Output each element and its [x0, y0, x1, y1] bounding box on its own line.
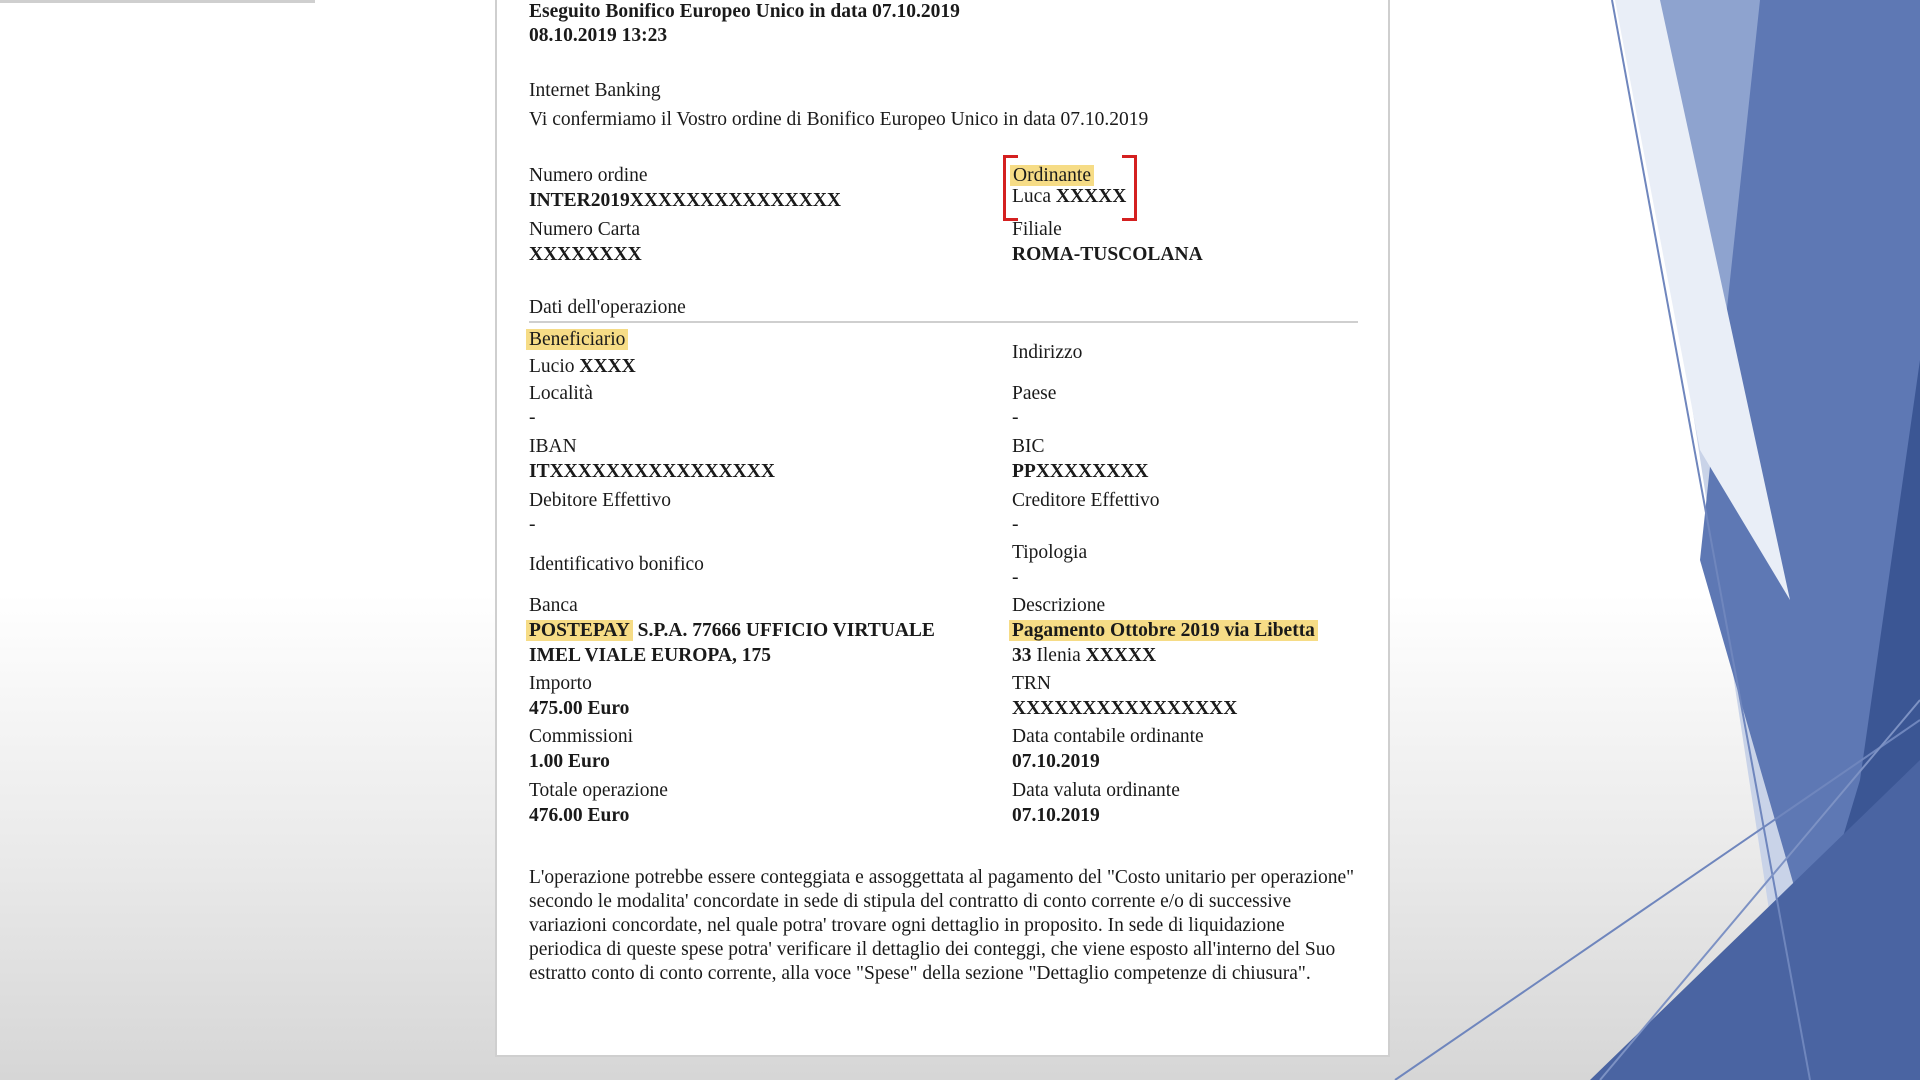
- filiale-label: Filiale: [1012, 219, 1062, 240]
- banca-address: IMEL VIALE EUROPA, 175: [529, 645, 771, 666]
- trn-label: TRN: [1012, 673, 1051, 694]
- beneficiario-value: [529, 355, 636, 379]
- totale-value: 476.00 Euro: [529, 805, 630, 826]
- data-contabile-label: Data contabile ordinante: [1012, 726, 1204, 747]
- bic-label: BIC: [1012, 436, 1045, 457]
- beneficiario-first-name: Lucio: [529, 356, 575, 377]
- filiale-value: ROMA-TUSCOLANA: [1012, 244, 1203, 265]
- beneficiario-highlight: Beneficiario: [526, 329, 628, 350]
- creditore-label: Creditore Effettivo: [1012, 490, 1160, 511]
- section-divider: [529, 321, 1358, 323]
- debitore-label: Debitore Effettivo: [529, 490, 672, 511]
- data-contabile-value: 07.10.2019: [1012, 751, 1100, 772]
- descrizione-last-name: XXXXX: [1085, 645, 1157, 666]
- descrizione-number: 33: [1012, 645, 1032, 666]
- channel-label: Internet Banking: [529, 80, 661, 101]
- paese-label: Paese: [1012, 383, 1057, 404]
- numero-ordine-value: INTER2019XXXXXXXXXXXXXXX: [529, 190, 841, 211]
- confirmation-text: Vi confermiamo il Vostro ordine di Bonifico Europeo Unico in data 07.10.2019: [529, 109, 1149, 130]
- ordinante-first-name: Luca: [1012, 186, 1051, 207]
- indirizzo-label: Indirizzo: [1012, 342, 1083, 363]
- bracket-corner: [1006, 155, 1018, 158]
- banca-value: [526, 619, 935, 643]
- descrizione-first-name: Ilenia: [1036, 645, 1081, 666]
- commissioni-label: Commissioni: [529, 726, 634, 747]
- importo-label: Importo: [529, 673, 592, 694]
- beneficiario-last-name: XXXX: [579, 356, 636, 377]
- iban-label: IBAN: [529, 436, 577, 457]
- bracket-corner: [1122, 218, 1134, 221]
- descrizione-label: Descrizione: [1012, 595, 1106, 616]
- iban-value: ITXXXXXXXXXXXXXXXX: [529, 461, 775, 482]
- descrizione-value: [1009, 619, 1318, 643]
- debitore-value: -: [529, 514, 536, 535]
- commissioni-value: 1.00 Euro: [529, 751, 610, 772]
- paese-value: -: [1012, 407, 1019, 428]
- localita-label: Località: [529, 383, 593, 404]
- numero-ordine-label: Numero ordine: [529, 165, 648, 186]
- data-valuta-label: Data valuta ordinante: [1012, 780, 1180, 801]
- descrizione-highlight: Pagamento Ottobre 2019 via Libetta: [1009, 620, 1318, 641]
- descrizione-line2: [1012, 644, 1156, 668]
- numero-carta-value: XXXXXXXX: [529, 244, 642, 265]
- fee-note: L'operazione potrebbe essere conteggiata e assoggettata al pagamento del "Costo unitario per operazione" secondo le modalita' concordate in sede di stipula del contratto di conto corrente e/o di successive variazioni concordate, nel quale potra' trovare ogni dettaglio in proposito. In sede di liquidazione periodica di queste spese potra' verificare il dettaglio dei conteggi, che viene esposto all'interno del Suo estratto conto di conto corrente, alla voce "Spese" della sezione "Dettaglio competenze di chiusura".: [529, 867, 1355, 984]
- beneficiario-label: [526, 328, 628, 352]
- creditore-value: -: [1012, 514, 1019, 535]
- banca-label: Banca: [529, 595, 578, 616]
- tipologia-value: -: [1012, 567, 1019, 588]
- document-datetime: 08.10.2019 13:23: [529, 25, 668, 46]
- bic-value: PPXXXXXXXX: [1012, 461, 1149, 482]
- annotation-red-bracket: [1003, 155, 1137, 221]
- totale-label: Totale operazione: [529, 780, 668, 801]
- localita-value: -: [529, 407, 536, 428]
- numero-carta-label: Numero Carta: [529, 219, 641, 240]
- bracket-corner: [1122, 155, 1134, 158]
- banca-rest: S.P.A. 77666 UFFICIO VIRTUALE: [637, 620, 935, 641]
- ordinante-last-name: XXXXX: [1055, 186, 1127, 207]
- section-title: Dati dell'operazione: [529, 297, 686, 318]
- trn-value: XXXXXXXXXXXXXXXX: [1012, 698, 1238, 719]
- tipologia-label: Tipologia: [1012, 542, 1088, 563]
- ordinante-highlight: Ordinante: [1010, 165, 1094, 186]
- identificativo-label: Identificativo bonifico: [529, 554, 704, 575]
- importo-value: 475.00 Euro: [529, 698, 630, 719]
- document-title: Eseguito Bonifico Europeo Unico in data 07.10.2019: [529, 1, 960, 22]
- banca-highlight: POSTEPAY: [526, 620, 633, 641]
- data-valuta-value: 07.10.2019: [1012, 805, 1100, 826]
